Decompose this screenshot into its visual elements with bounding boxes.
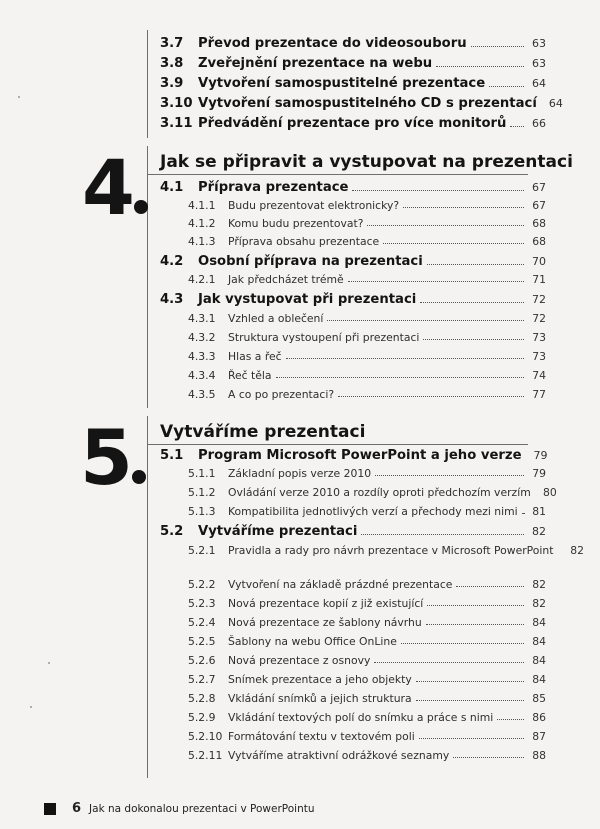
dot-leader bbox=[453, 756, 524, 758]
dot-leader bbox=[338, 395, 524, 397]
entry-title: Příprava prezentace bbox=[198, 180, 349, 195]
entry-page: 67 bbox=[532, 181, 546, 194]
entry-title: Vkládání textových polí do snímku a práce s nimi bbox=[228, 711, 494, 724]
margin-rule-ch5 bbox=[147, 416, 148, 778]
dot-leader bbox=[327, 319, 524, 321]
entry-title: Vytvoření na základě prázdné prezentace bbox=[228, 578, 453, 591]
entry-number: 3.10 bbox=[160, 96, 193, 111]
chapter-title: Vytváříme prezentaci bbox=[160, 422, 366, 442]
entry-number: 4.2 bbox=[160, 254, 184, 269]
entry-title: Zveřejnění prezentace na webu bbox=[198, 56, 433, 71]
entry-page: 86 bbox=[532, 711, 546, 724]
entry-title: Jak vystupovat při prezentaci bbox=[198, 292, 417, 307]
entry-number: 5.2.6 bbox=[188, 654, 216, 667]
dot-leader bbox=[420, 301, 524, 303]
entry-number: 4.3.2 bbox=[188, 331, 216, 344]
entry-title: Ovládání verze 2010 a rozdíly oproti předchozím verzím bbox=[228, 486, 531, 499]
entry-title: Formátování textu v textovém poli bbox=[228, 730, 415, 743]
entry-title: Vzhled a oblečení bbox=[228, 312, 324, 325]
entry-page: 66 bbox=[532, 117, 546, 130]
entry-page: 88 bbox=[532, 749, 546, 762]
margin-rule-top bbox=[147, 30, 148, 138]
dot-leader bbox=[276, 376, 524, 378]
toc-subentry[interactable] bbox=[160, 273, 546, 286]
entry-page: 84 bbox=[532, 616, 546, 629]
toc-entry[interactable] bbox=[160, 524, 546, 539]
toc-subentry[interactable] bbox=[160, 388, 546, 401]
dot-leader bbox=[419, 737, 524, 739]
toc-subentry[interactable] bbox=[160, 486, 557, 499]
entry-page: 73 bbox=[532, 350, 546, 363]
toc-subentry[interactable] bbox=[160, 369, 546, 382]
entry-page: 68 bbox=[532, 217, 546, 230]
dot-leader bbox=[423, 338, 524, 340]
entry-title: Program Microsoft PowerPoint a jeho verze bbox=[198, 448, 522, 463]
chapter-dot bbox=[132, 470, 146, 484]
entry-title: Jak předcházet trémě bbox=[228, 273, 344, 286]
entry-title: Budu prezentovat elektronicky? bbox=[228, 199, 400, 212]
entry-page: 74 bbox=[532, 369, 546, 382]
entry-number: 4.1.1 bbox=[188, 199, 216, 212]
entry-number: 5.2.3 bbox=[188, 597, 216, 610]
page-footer bbox=[44, 801, 315, 816]
entry-number: 5.2.9 bbox=[188, 711, 216, 724]
entry-page: 79 bbox=[532, 467, 546, 480]
footer-book-title: Jak na dokonalou prezentaci v PowerPointu bbox=[89, 802, 315, 815]
dot-leader bbox=[427, 604, 524, 606]
toc-subentry[interactable] bbox=[160, 597, 546, 610]
entry-page: 67 bbox=[532, 199, 546, 212]
entry-title: Vytváříme atraktivní odrážkové seznamy bbox=[228, 749, 450, 762]
chapter-number-text: 4 bbox=[82, 143, 132, 232]
entry-number: 3.8 bbox=[160, 56, 184, 71]
toc-subentry[interactable] bbox=[160, 199, 546, 212]
entry-page: 77 bbox=[532, 388, 546, 401]
entry-title: Nová prezentace ze šablony návrhu bbox=[228, 616, 422, 629]
dot-leader bbox=[401, 642, 524, 644]
toc-subentry[interactable] bbox=[160, 673, 546, 686]
entry-title: Řeč těla bbox=[228, 369, 272, 382]
entry-title: Předvádění prezentace pro více monitorů bbox=[198, 116, 507, 131]
entry-number: 4.1 bbox=[160, 180, 184, 195]
dot-leader bbox=[416, 699, 524, 701]
dot-leader bbox=[374, 661, 524, 663]
entry-title: Šablony na webu Office OnLine bbox=[228, 635, 397, 648]
toc-entry[interactable] bbox=[160, 116, 546, 131]
entry-page: 71 bbox=[532, 273, 546, 286]
entry-number: 5.2.2 bbox=[188, 578, 216, 591]
entry-title: Příprava obsahu prezentace bbox=[228, 235, 380, 248]
entry-number: 3.7 bbox=[160, 36, 184, 51]
dot-leader bbox=[403, 206, 524, 208]
dot-leader bbox=[497, 718, 524, 720]
toc-subentry[interactable] bbox=[160, 749, 546, 762]
entry-page: 81 bbox=[532, 505, 546, 518]
entry-page: 84 bbox=[532, 654, 546, 667]
entry-page: 64 bbox=[548, 97, 563, 110]
entry-number: 5.1.1 bbox=[188, 467, 216, 480]
entry-number: 5.2.10 bbox=[188, 730, 223, 743]
toc-subentry[interactable] bbox=[160, 312, 546, 325]
chapter-dot bbox=[134, 200, 148, 214]
entry-number: 4.3.5 bbox=[188, 388, 216, 401]
dot-leader bbox=[361, 533, 524, 535]
chapter-title: Jak se připravit a vystupovat na prezentaci bbox=[160, 152, 573, 172]
entry-title: Nová prezentace kopií z již existující bbox=[228, 597, 424, 610]
entry-number: 3.9 bbox=[160, 76, 184, 91]
entry-page: 84 bbox=[532, 673, 546, 686]
entry-page: 85 bbox=[532, 692, 546, 705]
chapter5-rule bbox=[148, 444, 528, 445]
dot-leader bbox=[352, 189, 524, 191]
chapter-number bbox=[82, 143, 148, 232]
toc-subentry[interactable] bbox=[160, 217, 546, 230]
entry-title: Nová prezentace z osnovy bbox=[228, 654, 371, 667]
entry-number: 5.2.7 bbox=[188, 673, 216, 686]
entry-title: Snímek prezentace a jeho objekty bbox=[228, 673, 412, 686]
entry-number: 4.3.4 bbox=[188, 369, 216, 382]
entry-number: 4.3.1 bbox=[188, 312, 216, 325]
toc-subentry[interactable] bbox=[160, 505, 546, 518]
toc-entry[interactable] bbox=[160, 76, 546, 91]
dot-leader bbox=[383, 242, 524, 244]
entry-title: Hlas a řeč bbox=[228, 350, 282, 363]
dot-leader bbox=[426, 623, 524, 625]
entry-title: Základní popis verze 2010 bbox=[228, 467, 372, 480]
toc-entry[interactable] bbox=[160, 36, 546, 51]
entry-number: 4.1.3 bbox=[188, 235, 216, 248]
entry-number: 4.3 bbox=[160, 292, 184, 307]
entry-number: 5.1.3 bbox=[188, 505, 216, 518]
entry-number: 4.2.1 bbox=[188, 273, 216, 286]
footer-square-icon bbox=[44, 803, 56, 815]
entry-title: Kompatibilita jednotlivých verzí a přechody mezi nimi bbox=[228, 505, 518, 518]
entry-title: Komu budu prezentovat? bbox=[228, 217, 364, 230]
entry-page: 84 bbox=[532, 635, 546, 648]
entry-number: 5.1.2 bbox=[188, 486, 216, 499]
toc-entry[interactable] bbox=[160, 56, 546, 71]
dot-leader bbox=[367, 224, 524, 226]
entry-page: 68 bbox=[532, 235, 546, 248]
dot-leader bbox=[456, 585, 524, 587]
entry-page: 79 bbox=[533, 449, 548, 462]
toc-subentry[interactable] bbox=[160, 711, 546, 724]
entry-title: Vytvoření samospustitelného CD s prezentací bbox=[198, 96, 537, 111]
dot-leader bbox=[489, 85, 524, 87]
dot-leader bbox=[436, 65, 524, 67]
entry-number: 5.2.11 bbox=[188, 749, 223, 762]
dot-leader bbox=[510, 125, 524, 127]
entry-number: 5.2.1 bbox=[188, 544, 216, 557]
entry-title: Převod prezentace do videosouboru bbox=[198, 36, 467, 51]
entry-page: 72 bbox=[532, 293, 546, 306]
entry-page: 82 bbox=[532, 525, 546, 538]
entry-title: A co po prezentaci? bbox=[228, 388, 335, 401]
entry-number: 5.2.5 bbox=[188, 635, 216, 648]
chapter-number-text: 5 bbox=[80, 413, 130, 502]
toc-subentry[interactable] bbox=[160, 467, 546, 480]
toc-entry[interactable] bbox=[160, 96, 563, 111]
toc-entry[interactable] bbox=[160, 292, 546, 307]
chapter-number bbox=[80, 413, 146, 502]
entry-page: 63 bbox=[532, 57, 546, 70]
entry-title: Vkládání snímků a jejich struktura bbox=[228, 692, 412, 705]
toc-subentry[interactable] bbox=[160, 635, 546, 648]
entry-page: 64 bbox=[532, 77, 546, 90]
entry-number: 5.2 bbox=[160, 524, 184, 539]
dot-leader bbox=[522, 512, 524, 514]
toc-subentry[interactable] bbox=[160, 543, 584, 559]
dot-leader bbox=[416, 680, 524, 682]
entry-page: 87 bbox=[532, 730, 546, 743]
toc-subentry[interactable] bbox=[160, 350, 546, 363]
chapter4-rule bbox=[148, 174, 528, 175]
dot-leader bbox=[375, 474, 524, 476]
entry-page: 82 bbox=[532, 597, 546, 610]
entry-title: Osobní příprava na prezentaci bbox=[198, 254, 423, 269]
toc-subentry[interactable] bbox=[160, 730, 546, 743]
toc-entry[interactable] bbox=[160, 448, 546, 463]
dot-leader bbox=[471, 45, 524, 47]
toc-subentry[interactable] bbox=[160, 235, 546, 248]
entry-title: Vytváříme prezentaci bbox=[198, 524, 358, 539]
dot-leader bbox=[427, 263, 524, 265]
entry-number: 3.11 bbox=[160, 116, 193, 131]
entry-page: 72 bbox=[532, 312, 546, 325]
toc-entry[interactable] bbox=[160, 180, 546, 195]
entry-title: Pravidla a rady pro návrh prezentace v Microsoft PowerPoint bbox=[228, 544, 554, 557]
entry-title: Struktura vystoupení při prezentaci bbox=[228, 331, 420, 344]
entry-number: 4.3.3 bbox=[188, 350, 216, 363]
entry-number: 5.2.8 bbox=[188, 692, 216, 705]
entry-page: 80 bbox=[542, 486, 557, 499]
scan-speck bbox=[30, 706, 32, 708]
footer-page-number: 6 bbox=[72, 801, 82, 816]
dot-leader bbox=[348, 280, 524, 282]
entry-page: 70 bbox=[532, 255, 546, 268]
toc-subentry[interactable] bbox=[160, 654, 546, 667]
entry-title: Vytvoření samospustitelné prezentace bbox=[198, 76, 486, 91]
toc-entry[interactable] bbox=[160, 254, 546, 269]
toc-subentry[interactable] bbox=[160, 578, 546, 591]
toc-subentry[interactable] bbox=[160, 692, 546, 705]
entry-page: 82 bbox=[532, 578, 546, 591]
dot-leader bbox=[286, 357, 524, 359]
entry-number: 5.2.4 bbox=[188, 616, 216, 629]
toc-subentry[interactable] bbox=[160, 616, 546, 629]
entry-page: 73 bbox=[532, 331, 546, 344]
scan-speck bbox=[48, 662, 50, 664]
toc-subentry[interactable] bbox=[160, 331, 546, 344]
scan-speck bbox=[18, 96, 20, 98]
entry-page: 63 bbox=[532, 37, 546, 50]
entry-number: 5.1 bbox=[160, 448, 184, 463]
entry-page: 82 bbox=[570, 544, 584, 557]
entry-number: 4.1.2 bbox=[188, 217, 216, 230]
